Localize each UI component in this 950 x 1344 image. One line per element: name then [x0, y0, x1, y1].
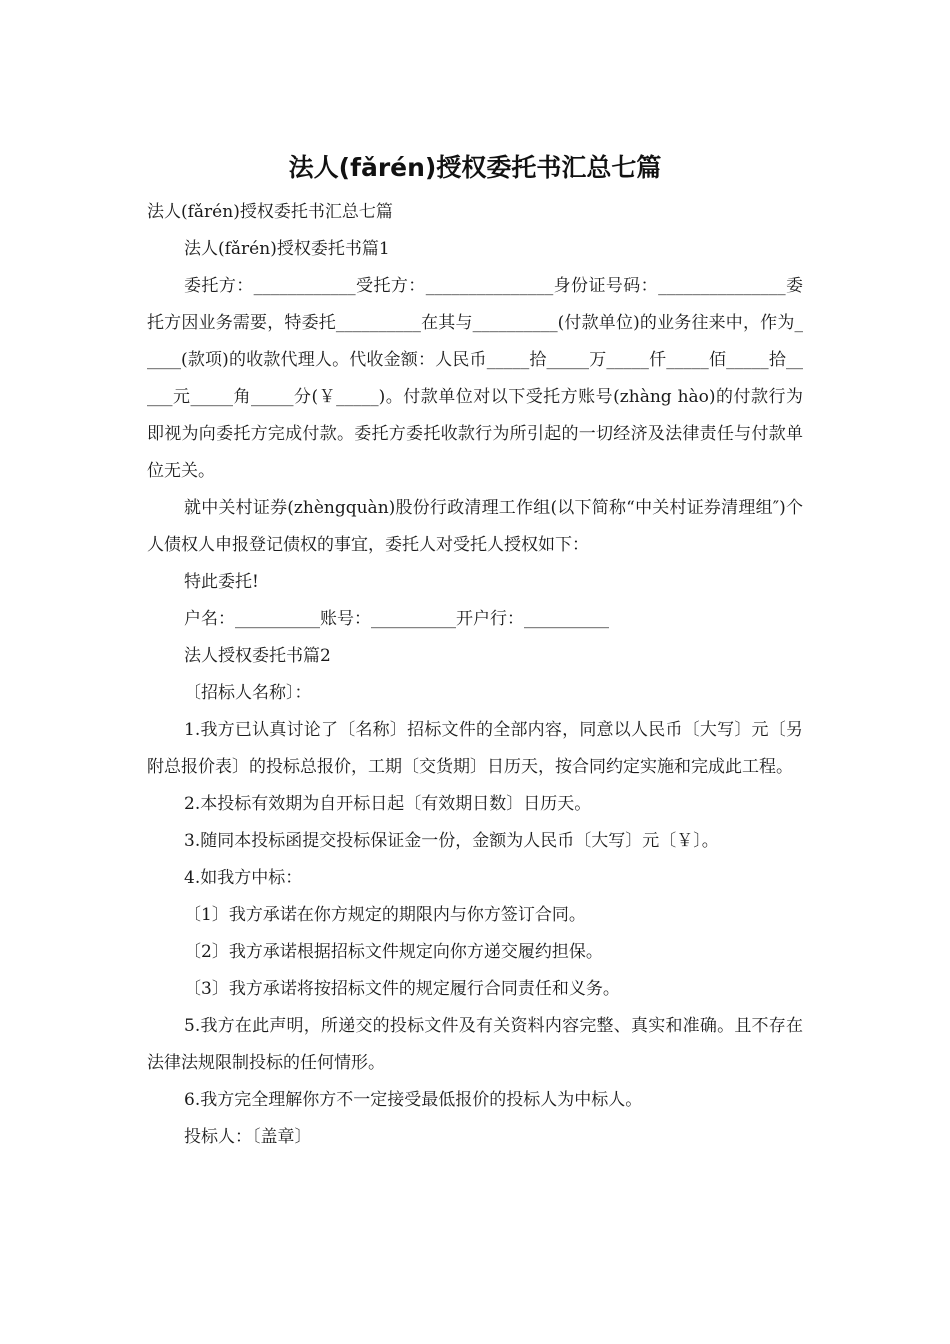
- paragraph-bidder-seal: 投标人：〔盖章〕: [184, 1127, 312, 1147]
- paragraph-item-4: 4.如我方中标：: [184, 868, 303, 888]
- paragraph-item-4-2: 〔2〕我方承诺根据招标文件规定向你方递交履约担保。: [184, 942, 603, 962]
- paragraph-item-4-1: 〔1〕我方承诺在你方规定的期限内与你方签订合同。: [184, 905, 586, 925]
- paragraph-section-1-heading: 法人(fǎrén)授权委托书篇1: [184, 239, 390, 259]
- paragraph-item-2: 2.本投标有效期为自开标日起〔有效期日数〕日历天。: [184, 794, 592, 814]
- paragraph-zhongguancun: 就中关村证券(zhèngquàn)股份行政清理工作组(以下简称“中关村证券清理组″)个人债权人申报登记债权的事宜，委托人对受托人授权如下：: [147, 498, 803, 555]
- paragraph-entrust-terms: 委托方：____________受托方：_______________身份证号码：_______________委托方因业务需要，特委托__________在其与__________(付款单位)的业务往来中，作为_____(款项)的收款代理人。代收金额：人民币_____拾_____万_____仟_____佰_____拾_____元_____角_____分(￥_____)。付款单位对以下受托方账号(zhàng hào)的付款行为即视为向委托方完成付款。委托方委托收款行为所引起的一切经济及法律责任与付款单位无关。: [147, 276, 803, 481]
- paragraph-item-1: 1.我方已认真讨论了〔名称〕招标文件的全部内容，同意以人民币〔大写〕元〔另附总报价表〕的投标总报价，工期〔交货期〕日历天，按合同约定实施和完成此工程。: [147, 720, 803, 777]
- paragraph-item-4-3: 〔3〕我方承诺将按招标文件的规定履行合同责任和义务。: [184, 979, 620, 999]
- paragraph-hereby: 特此委托!: [184, 572, 259, 592]
- paragraph-section-2-heading: 法人授权委托书篇2: [184, 646, 331, 666]
- paragraph-item-6: 6.我方完全理解你方不一定接受最低报价的投标人为中标人。: [184, 1090, 643, 1110]
- paragraph-item-3: 3.随同本投标函提交投标保证金一份，金额为人民币〔大写〕元〔￥〕。: [184, 831, 719, 851]
- document-body: [147, 194, 803, 1156]
- paragraph-tenderer-name: 〔招标人名称〕：: [184, 683, 312, 703]
- paragraph-subtitle: 法人(fǎrén)授权委托书汇总七篇: [147, 202, 393, 222]
- paragraph-account-info: 户名：__________账号：__________开户行：__________: [184, 609, 609, 629]
- paragraph-item-5: 5.我方在此声明，所递交的投标文件及有关资料内容完整、真实和准确。且不存在法律法规限制投标的任何情形。: [147, 1016, 803, 1073]
- document-title: 法人(fǎrén)授权委托书汇总七篇: [288, 153, 662, 182]
